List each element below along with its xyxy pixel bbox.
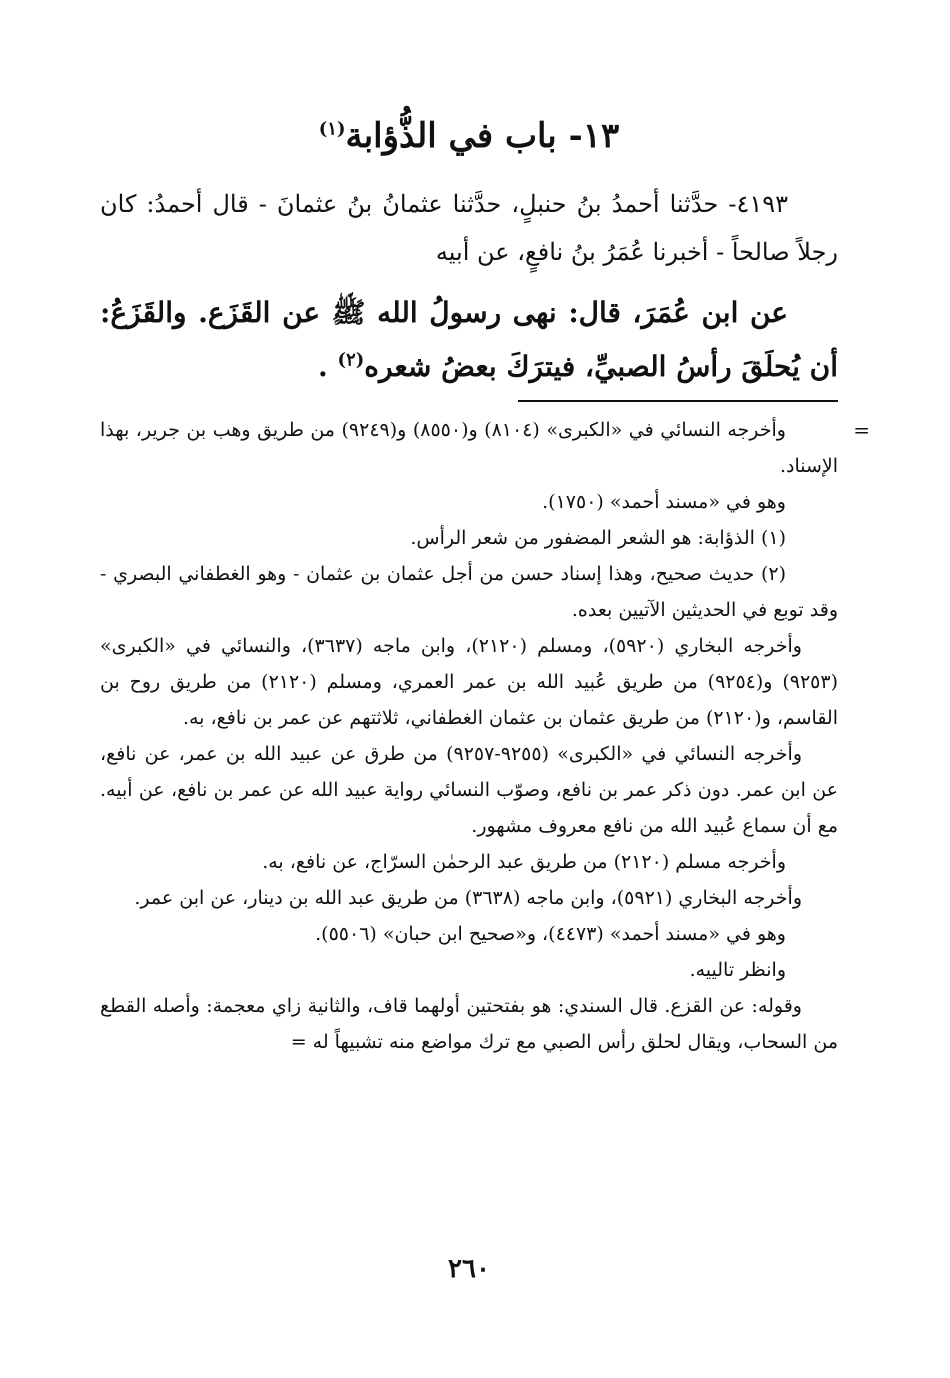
note-paragraph: وهو في «مسند أحمد» (٤٤٧٣)، و«صحيح ابن حبان» (٥٥٠٦).: [315, 923, 786, 945]
note-paragraph: وأخرجه البخاري (٥٩٢١)، وابن ماجه (٣٦٣٨) من طريق عبد الله بن دينار، عن ابن عمر.: [134, 887, 802, 909]
page-number: ٢٦٠: [448, 1254, 490, 1284]
note-paragraph: وهو في «مسند أحمد» (١٧٥٠).: [542, 491, 786, 513]
note-paragraph: وأخرجه مسلم (٢١٢٠) من طريق عبد الرحمٰن السرّاج، عن نافع، به.: [262, 851, 786, 873]
footnote-reference-1: (١): [318, 118, 346, 140]
footnote-reference-2: (٢): [337, 349, 365, 371]
chapter-heading: [100, 112, 838, 160]
book-page: [100, 0, 870, 1378]
chapter-title: ١٣- باب في الذُّؤابة: [345, 116, 620, 156]
continuation-mark: =: [853, 418, 870, 442]
footnotes-section: [100, 412, 838, 1060]
footnote-2: (٢) حديث صحيح، وهذا إسناد حسن من أجل عثمان بن عثمان - وهو الغطفاني البصري - وقد توبع في الحديثين الآتيين بعده.: [100, 563, 838, 621]
footnote-separator: [518, 400, 838, 402]
hadith-isnad: ٤١٩٣- حدَّثنا أحمدُ بنُ حنبلٍ، حدَّثنا عثمانُ بنُ عثمانَ - قال أحمدُ: كان رجلاً صالحاً - أخبرنا عُمَرُ بنُ نافعٍ، عن أبيه: [100, 190, 838, 266]
note-paragraph: وقوله: عن القزع. قال السندي: هو بفتحتين أولهما قاف، والثانية زاي معجمة: وأصله القطع من السحاب، ويقال لحلق رأس الصبي مع ترك مواضع منه تشبيهاً له =: [100, 995, 838, 1053]
hadith-matn-text: عن ابن عُمَرَ، قال: نهى رسولُ الله ﷺ عن القَزَع. والقَزَعُ: أن يُحلَقَ رأسُ الصبيِّ، فيترَكَ بعضُ شعره: [100, 296, 838, 383]
note-paragraph: وأخرجه البخاري (٥٩٢٠)، ومسلم (٢١٢٠)، وابن ماجه (٣٦٣٧)، والنسائي في «الكبرى» (٩٢٥٣) و(٩٢٥٤) من طريق عُبيد الله بن عمر العمري، ومسلم (٢١٢٠) من طريق روح بن القاسم، و(٢١٢٠) من طريق عثمان بن عثمان الغطفاني، ثلاثتهم عن عمر بن نافع، به.: [100, 635, 838, 729]
note-paragraph: وانظر تالييه.: [689, 959, 786, 981]
note-paragraph: وأخرجه النسائي في «الكبرى» (٩٢٥٥-٩٢٥٧) من طرق عن عبيد الله بن عمر، عن نافع، عن ابن عمر. دون ذكر عمر بن نافع، وصوّب النسائي رواية عبيد الله عن عمر بن نافع، عن أبيه. مع أن سماع عُبيد الله من نافع معروف مشهور.: [100, 743, 838, 837]
note-paragraph: وأخرجه النسائي في «الكبرى» (٨١٠٤) و(٨٥٥٠) و(٩٢٤٩) من طريق وهب بن جرير، بهذا الإسناد.: [100, 419, 838, 477]
hadith-block: [100, 180, 838, 394]
footnote-1: (١) الذؤابة: هو الشعر المضفور من شعر الرأس.: [410, 527, 786, 549]
hadith-matn: عن ابن عُمَرَ، قال: نهى رسولُ الله ﷺ عن القَزَع. والقَزَعُ: أن يُحلَقَ رأسُ الصبيِّ، فيترَكَ بعضُ شعره$^{(٢)}$ .: [100, 296, 838, 383]
